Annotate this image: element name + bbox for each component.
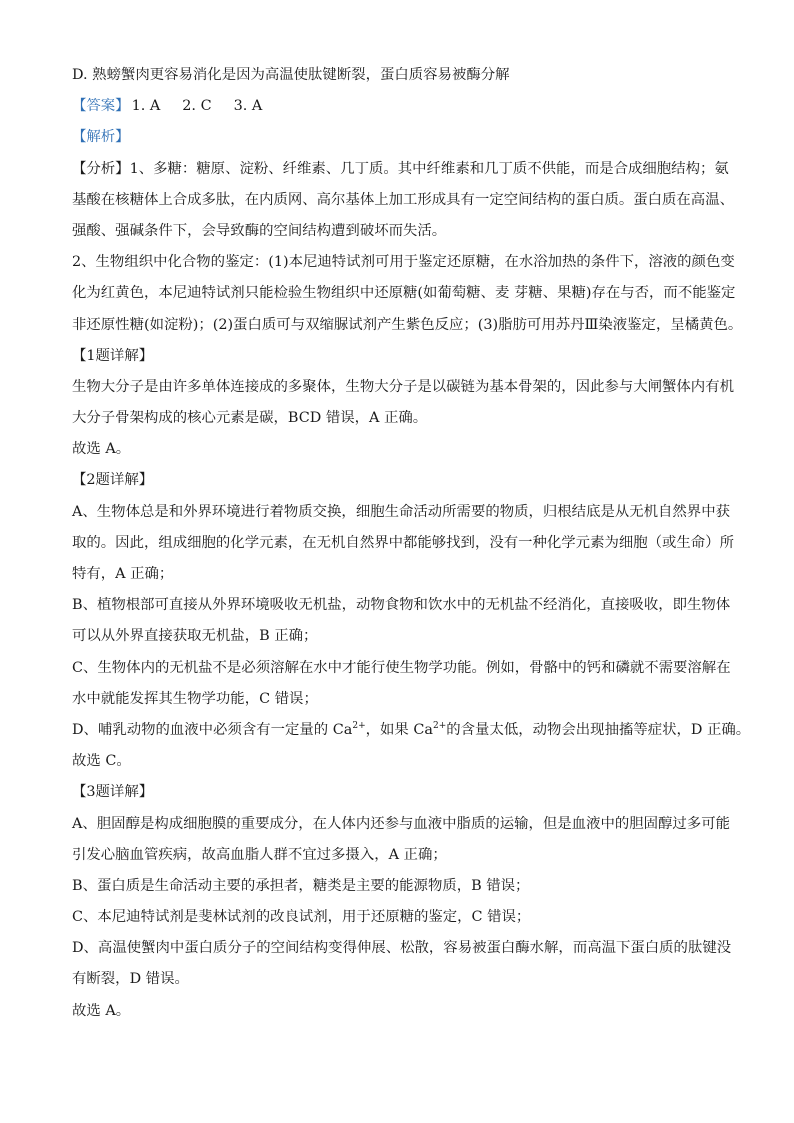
fenxi-line-6: 非还原性糖(如淀粉)；(2)蛋白质可与双缩脲试剂产生紫色反应；(3)脂肪可用苏丹Ⅲ染液鉴定，呈橘黄色。: [72, 316, 743, 333]
q2-line-1: A、生物体总是和外界环境进行着物质交换，细胞生命活动所需要的物质，归根结底是从无机自然界中获: [72, 503, 730, 520]
calcium-charge-1: 2+: [352, 721, 366, 732]
fenxi-line-3: 强酸、强碱条件下，会导致酶的空间结构遭到破坏而失活。: [72, 222, 447, 239]
q3-line-6: 有断裂，D 错误。: [72, 971, 189, 988]
fenxi-line-2: 基酸在核糖体上合成多肽，在内质网、高尔基体上加工形成具有一定空间结构的蛋白质。蛋白质在高温、: [72, 191, 734, 208]
document-page: [72, 60, 751, 1027]
analysis-heading: 【解析】: [72, 129, 130, 146]
q1-heading: 【1题详解】: [72, 347, 154, 364]
q3-line-4: C、本尼迪特试剂是斐林试剂的改良试剂，用于还原糖的鉴定，C 错误；: [72, 909, 531, 926]
q3-line-7: 故选 A。: [72, 1002, 131, 1019]
q2-line-4: B、植物根部可直接从外界环境吸收无机盐，动物食物和饮水中的无机盐不经消化，直接吸收，即生物体: [72, 597, 731, 614]
q3-line-5: D、高温使蟹肉中蛋白质分子的空间结构变得伸展、松散，容易被蛋白酶水解，而高温下蛋白质的肽键没: [72, 940, 732, 957]
q2-line-8-part-c: 的含量太低，动物会出现抽搐等症状，D 正确。: [446, 721, 751, 738]
q2-line-8-part-b: ，如果 Ca: [365, 721, 433, 738]
q2-line-3: 特有，A 正确；: [72, 566, 174, 582]
q2-line-9: 故选 C。: [72, 753, 131, 770]
answer-1: 1. A: [131, 98, 161, 115]
answer-tag: 【答案】: [72, 98, 130, 115]
q1-line-1: 生物大分子是由许多单体连接成的多聚体，生物大分子是以碳链为基本骨架的，因此参与大闸蟹体内有机: [72, 378, 734, 395]
q3-heading: 【3题详解】: [72, 784, 154, 801]
q1-line-2: 大分子骨架构成的核心元素是碳，BCD 错误，A 正确。: [72, 410, 428, 427]
fenxi-line-1: 【分析】1、多糖：糖原、淀粉、纤维素、几丁质。其中纤维素和几丁质不供能，而是合成细胞结构；氨: [72, 160, 729, 177]
q2-line-6: C、生物体内的无机盐不是必须溶解在水中才能行使生物学功能。例如，骨骼中的钙和磷就不需要溶解在: [72, 659, 731, 676]
option-d-line: D. 熟螃蟹肉更容易消化是因为高温使肽键断裂，蛋白质容易被酶分解: [72, 67, 510, 83]
answer-values: [132, 98, 285, 114]
q3-line-3: B、蛋白质是生命活动主要的承担者，糖类是主要的能源物质，B 错误；: [72, 877, 530, 894]
calcium-charge-2: 2+: [432, 721, 447, 732]
fenxi-line-5: 化为红黄色，本尼迪特试剂只能检验生物组织中还原糖(如葡萄糖、麦 芽糖、果糖)存在与否，而不能鉴定: [72, 285, 736, 302]
q2-line-2: 取的。因此，组成细胞的化学元素，在无机自然界中都能够找到，没有一种化学元素为细胞（或生命）所: [72, 534, 734, 551]
q1-line-3: 故选 A。: [72, 441, 131, 458]
q3-line-1: A、胆固醇是构成细胞膜的重要成分，在人体内还参与血液中脂质的运输，但是血液中的胆固醇过多可能: [72, 815, 730, 832]
answer-2: 2. C: [182, 98, 212, 115]
q2-line-8: [72, 715, 751, 746]
q2-heading: 【2题详解】: [72, 472, 154, 489]
q2-line-5: 可以从外界直接获取无机盐，B 正确；: [72, 628, 318, 645]
q2-line-7: 水中就能发挥其生物学功能，C 错误；: [72, 690, 318, 707]
q2-line-8-part-a: D、哺乳动物的血液中必须含有一定量的 Ca: [72, 721, 353, 738]
fenxi-line-4: 2、生物组织中化合物的鉴定：(1)本尼迪特试剂可用于鉴定还原糖，在水浴加热的条件下，溶液的颜色变: [72, 254, 735, 271]
q3-line-2: 引发心脑血管疾病，故高血脂人群不宜过多摄入，A 正确；: [72, 846, 447, 863]
answer-line: [72, 91, 722, 122]
answer-3: 3. A: [233, 98, 263, 115]
